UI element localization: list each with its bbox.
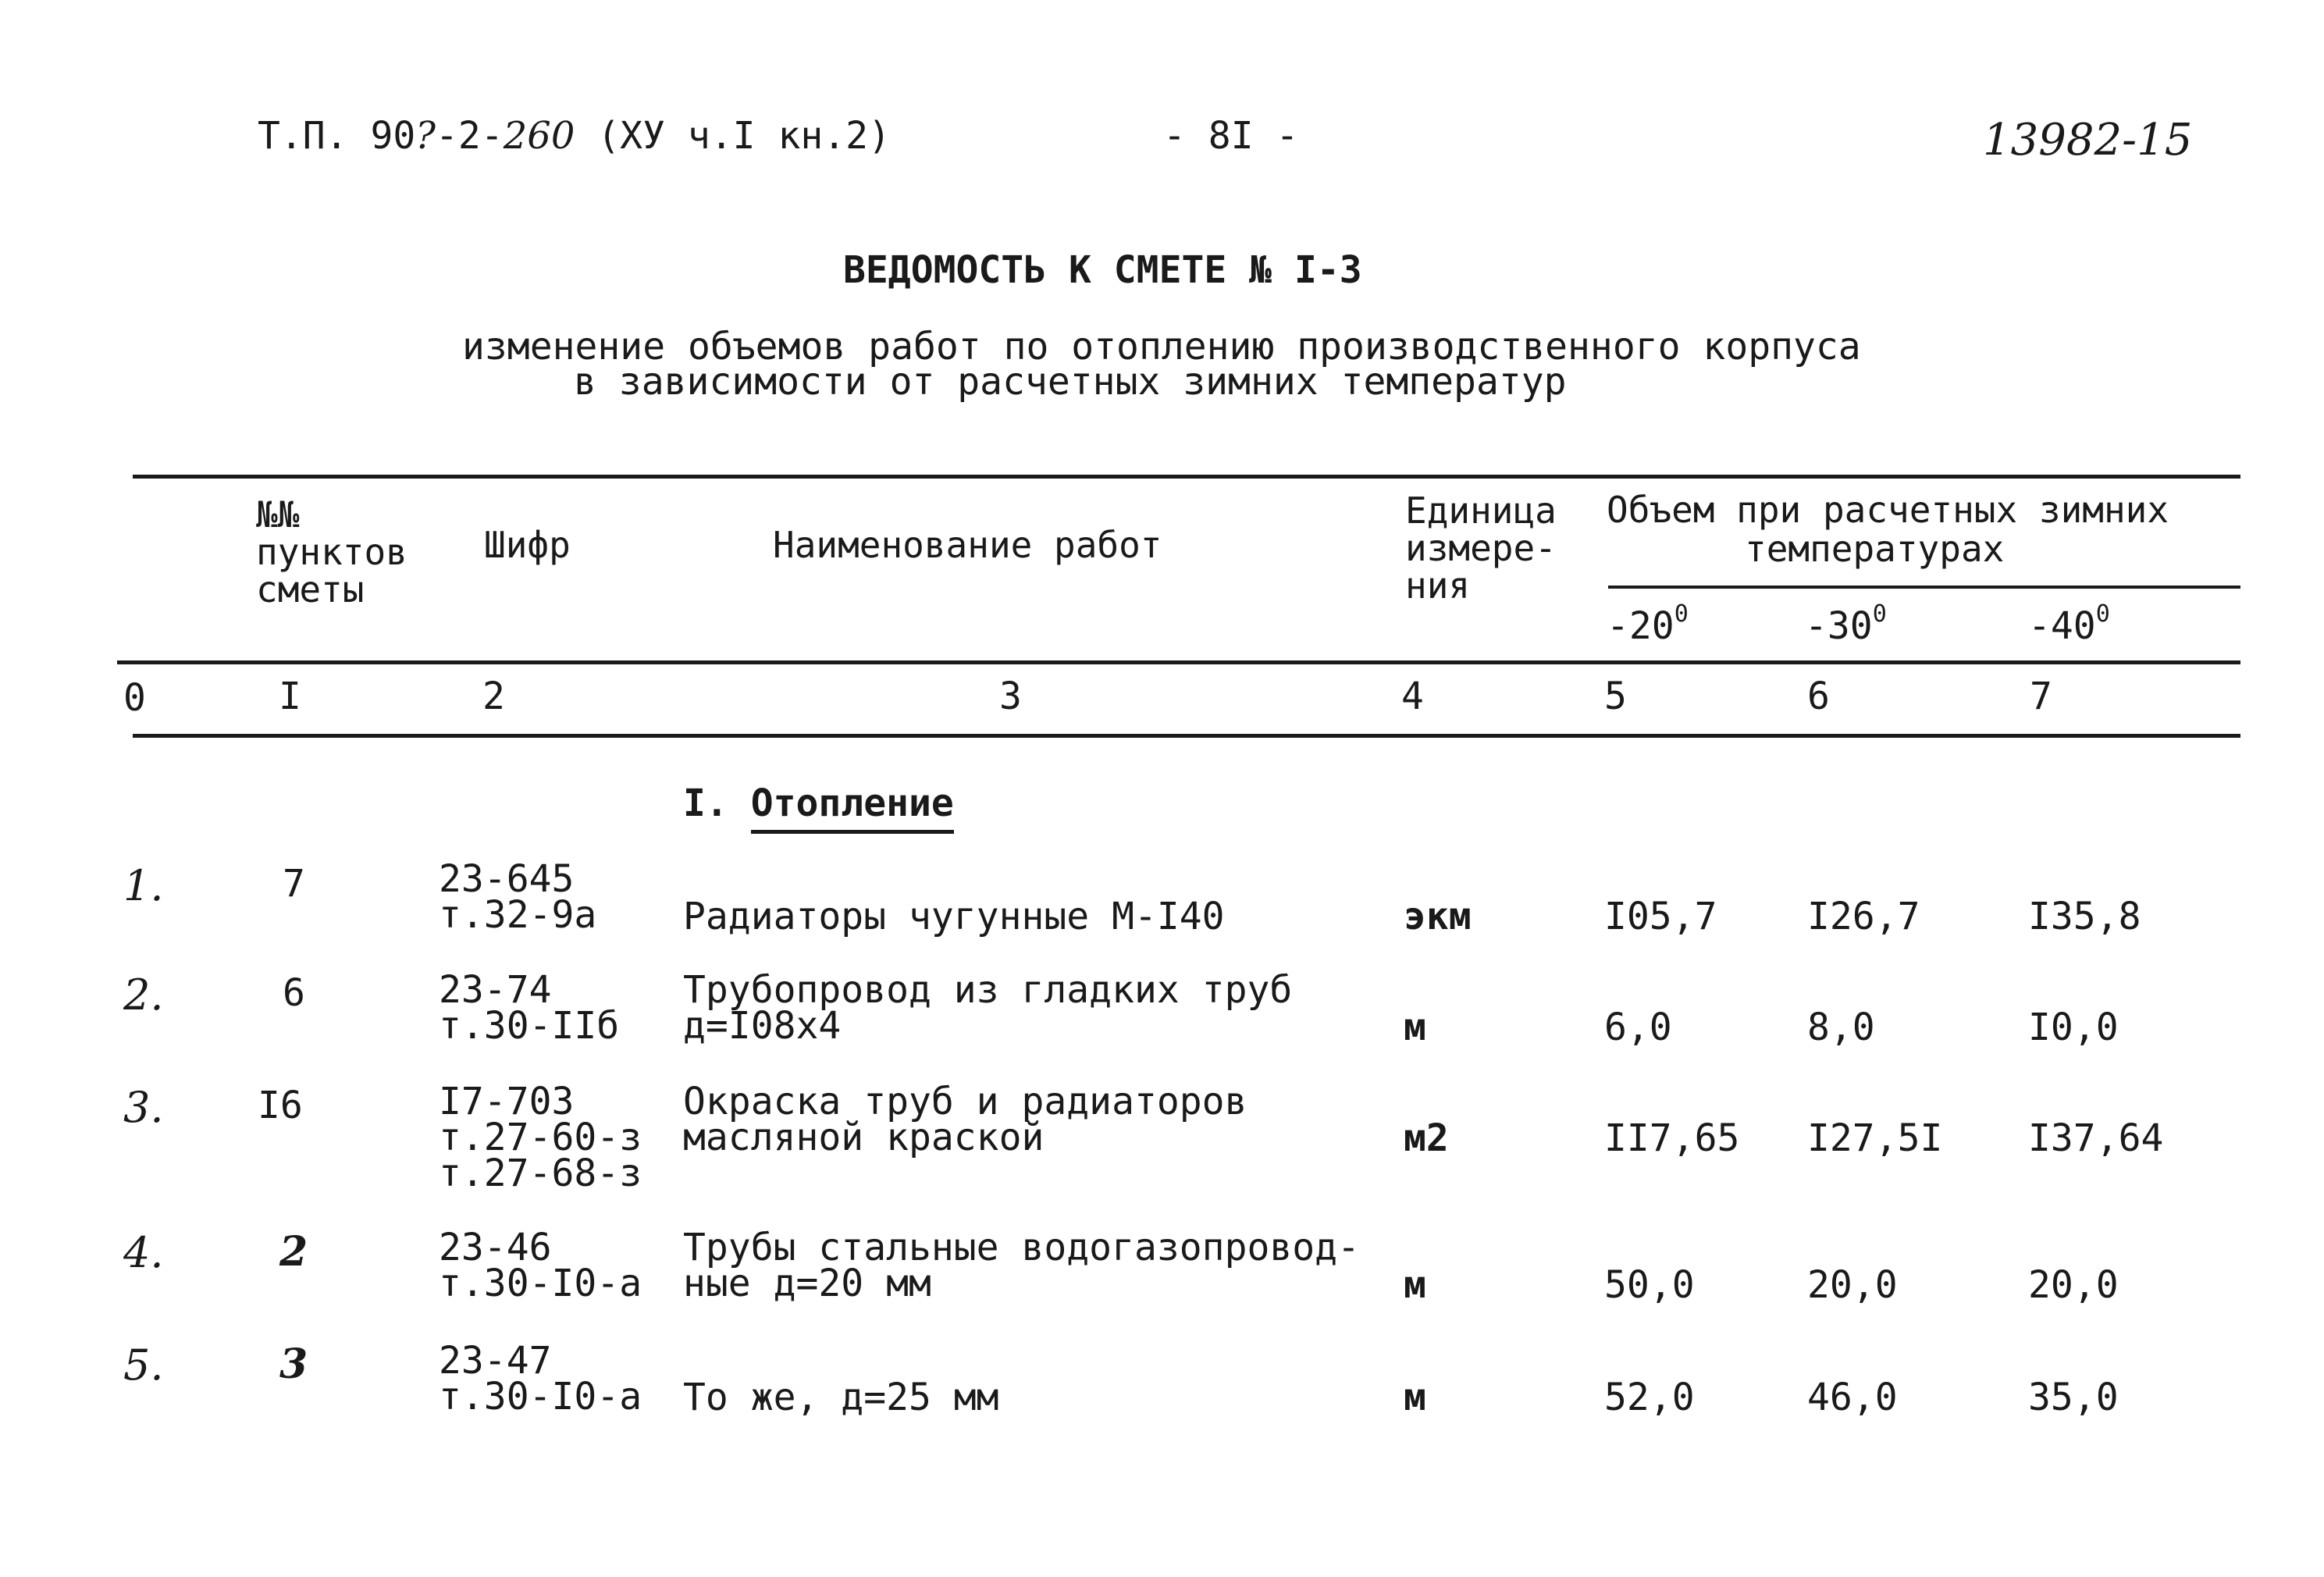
header-points-l1: №№ <box>256 493 300 536</box>
header-work-name: Наименование работ <box>773 524 1162 566</box>
header-temp-minus40 <box>2028 600 2110 648</box>
header-unit-l3: ния <box>1405 564 1471 607</box>
row-5-volume-minus30: 46,0 <box>1807 1376 1898 1419</box>
row-1-point: 7 <box>283 862 305 906</box>
row-2-unit: м <box>1404 1006 1426 1049</box>
row-4-volume-minus20: 50,0 <box>1604 1263 1695 1307</box>
header-temp-minus20-value: -20 <box>1607 604 1674 648</box>
row-3-cipher-l2: т.27-60-з <box>439 1116 642 1159</box>
header-temp-minus20-degree: 0 <box>1674 600 1689 628</box>
row-1-cipher-l2: т.32-9а <box>439 893 597 937</box>
page-subtitle-line2: в зависимости от расчетных зимних температур <box>574 360 1567 404</box>
col-number-2: 2 <box>482 675 505 718</box>
row-5-volume-minus40: 35,0 <box>2028 1376 2119 1419</box>
header-temp-minus40-degree: 0 <box>2095 600 2110 628</box>
row-1-index: 1. <box>123 861 164 910</box>
header-unit-l1: Единица <box>1405 489 1557 532</box>
row-5-cipher-l1: 23-47 <box>439 1339 552 1383</box>
col-number-4: 4 <box>1401 675 1424 718</box>
row-3-point: I6 <box>258 1084 303 1127</box>
handwritten-doc-code: 13982-15 <box>1983 115 2193 166</box>
volume-header-rule <box>1608 586 2240 589</box>
row-4-work-name-l1: Трубы стальные водогазопровод- <box>683 1226 1360 1269</box>
row-1-volume-minus20: I05,7 <box>1604 895 1717 938</box>
row-3-volume-minus30: I27,5I <box>1807 1116 1943 1160</box>
row-4-volume-minus40: 20,0 <box>2028 1263 2119 1307</box>
row-5-cipher <box>439 1339 642 1419</box>
row-3-work-name-l2: масляной краской <box>683 1116 1045 1159</box>
header-volume-l2: температурах <box>1745 528 2005 570</box>
doc-reference-handwritten-digit: ? <box>415 114 436 158</box>
row-2-volume-minus40: I0,0 <box>2028 1006 2119 1049</box>
row-4-point: 2 <box>279 1228 308 1276</box>
row-4-cipher-l1: 23-46 <box>439 1226 552 1269</box>
row-4-cipher-l2: т.30-I0-а <box>439 1262 642 1305</box>
header-unit-l2: измере- <box>1405 527 1557 569</box>
doc-reference-handwritten-number: 260 <box>503 114 575 158</box>
row-3-work-name-l1: Окраска труб и радиаторов <box>683 1080 1247 1123</box>
header-temp-minus20 <box>1607 600 1689 648</box>
row-5-point: 3 <box>279 1340 308 1388</box>
header-points-l2: пунктов <box>256 531 408 573</box>
col-number-7: 7 <box>2030 675 2052 718</box>
column-numbers-rule <box>133 734 2240 738</box>
row-4-index: 4. <box>123 1228 164 1277</box>
doc-reference-mid: -2- <box>436 114 504 158</box>
header-bottom-rule <box>117 660 2240 664</box>
row-3-index: 3. <box>123 1083 164 1132</box>
row-5-cipher-l2: т.30-I0-а <box>439 1375 642 1419</box>
row-2-volume-minus20: 6,0 <box>1604 1006 1672 1049</box>
doc-reference-suffix: (ХУ ч.I кн.2) <box>597 114 891 158</box>
row-2-work-name <box>683 968 1293 1048</box>
row-5-unit: м <box>1404 1376 1426 1419</box>
section-title-text: Отопление <box>751 781 954 834</box>
header-cipher: Шифр <box>484 524 571 566</box>
row-3-work-name <box>683 1080 1247 1159</box>
row-4-work-name-l2: ные д=20 мм <box>683 1262 931 1305</box>
row-3-cipher-l1: I7-703 <box>439 1080 575 1123</box>
col-number-0: 0 <box>123 676 146 720</box>
header-points <box>256 493 408 611</box>
row-1-work-name: Радиаторы чугунные М-I40 <box>683 895 1225 938</box>
row-2-cipher-l2: т.30-IIб <box>439 1004 620 1048</box>
page-title: ВЕДОМОСТЬ К СМЕТЕ № I-3 <box>843 248 1362 292</box>
row-2-point: 6 <box>283 971 305 1015</box>
header-temp-minus30-degree: 0 <box>1872 600 1887 628</box>
row-1-volume-minus40: I35,8 <box>2028 895 2141 938</box>
row-3-volume-minus40: I37,64 <box>2028 1116 2164 1160</box>
col-number-6: 6 <box>1807 675 1830 718</box>
row-2-work-name-l1: Трубопровод из гладких труб <box>683 968 1293 1012</box>
row-3-unit: м2 <box>1404 1116 1449 1160</box>
row-5-work-name: То же, д=25 мм <box>683 1376 999 1419</box>
header-temp-minus30 <box>1805 600 1887 648</box>
header-unit <box>1405 489 1557 607</box>
row-1-cipher-l1: 23-645 <box>439 857 575 901</box>
row-3-cipher-l3: т.27-68-з <box>439 1152 642 1195</box>
header-volume-l1: Объем при расчетных зимних <box>1607 489 2169 531</box>
row-1-cipher <box>439 857 597 937</box>
row-1-volume-minus30: I26,7 <box>1807 895 1920 938</box>
row-4-work-name <box>683 1226 1360 1305</box>
col-number-1: I <box>279 675 301 718</box>
row-3-volume-minus20: II7,65 <box>1604 1116 1740 1160</box>
row-4-unit: м <box>1404 1263 1426 1307</box>
row-1-unit: экм <box>1404 895 1472 938</box>
row-4-cipher <box>439 1226 642 1305</box>
header-temp-minus40-value: -40 <box>2028 604 2096 648</box>
page-number: - 8I - <box>1163 114 1299 158</box>
page-subtitle-line1: изменение объемов работ по отоплению производственного корпуса <box>462 325 1861 368</box>
doc-reference <box>258 114 891 158</box>
row-2-volume-minus30: 8,0 <box>1807 1006 1875 1049</box>
row-3-cipher <box>439 1080 642 1195</box>
header-points-l3: сметы <box>256 568 365 611</box>
col-number-5: 5 <box>1604 675 1627 718</box>
col-number-3: 3 <box>999 675 1022 718</box>
row-2-work-name-l2: д=I08х4 <box>683 1004 842 1048</box>
table-top-rule <box>133 475 2240 479</box>
section-number: I. <box>683 781 728 825</box>
row-4-volume-minus30: 20,0 <box>1807 1263 1898 1307</box>
row-2-cipher-l1: 23-74 <box>439 968 552 1012</box>
row-2-cipher <box>439 968 620 1048</box>
row-2-index: 2. <box>123 970 164 1020</box>
header-temp-minus30-value: -30 <box>1805 604 1873 648</box>
row-5-volume-minus20: 52,0 <box>1604 1376 1695 1419</box>
doc-reference-prefix: Т.П. 90 <box>258 114 416 158</box>
row-5-index: 5. <box>123 1340 164 1390</box>
section-title <box>683 781 954 825</box>
